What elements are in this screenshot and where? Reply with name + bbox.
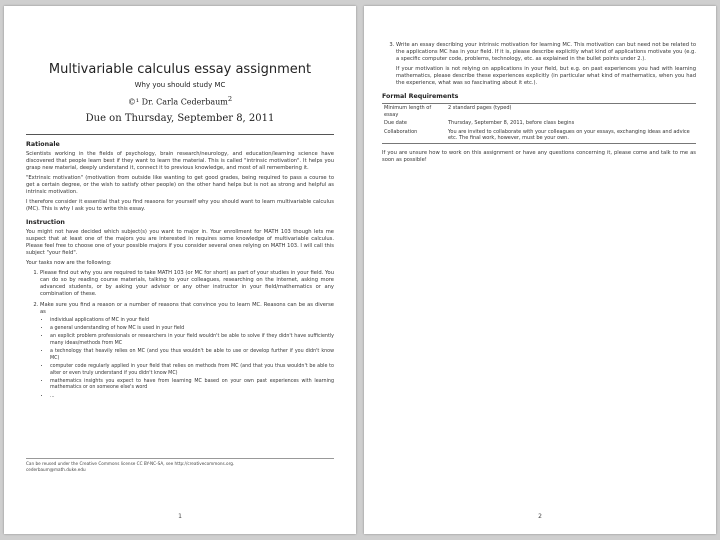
table-row xyxy=(382,104,696,120)
document-subtitle: Why you should study MC xyxy=(134,81,226,89)
task-step-2-text: Make sure you find a reason or a number of reasons that convince you to learn MC. Reasons can be as diverse as xyxy=(40,301,334,315)
author-line: ©¹ Dr. Carla Cederbaum$^2$ xyxy=(127,95,233,107)
page-2 xyxy=(364,6,716,534)
section-heading-instruction: Instruction xyxy=(26,218,65,226)
task-step-3-more: If your motivation is not relying on applications in your field, but e.g. on past experiences you had with learning mathematics, please describe these experiences explicitly (in particular what kind of mathematics, when you had the experience, what was so fascinating about it etc.). xyxy=(396,66,696,86)
bullet-item: • ... xyxy=(50,394,334,400)
rationale-paragraph-2: "Extrinsic motivation" (motivation from outside like wanting to get good grades, being required to pass a course to get a certain degree, or the wish to satisfy other people) on the other hand helps but is not as strong and helpful as intrinsic motivation. xyxy=(26,174,334,195)
due-date-heading: Due on Thursday, September 8, 2011 xyxy=(85,112,275,124)
table-cell-key: Collaboration xyxy=(384,128,418,135)
task-step-1: 1. Please find out why you are required to take MATH 103 (or MC for short) as part of your studies in your field. You can do so by reading course materials, talking to your colleagues, researching on the internet, asking more advanced students, or by asking your advisor or any other instructor in your field/mathematics or any combination of these. xyxy=(40,270,334,298)
rationale-paragraph-3: I therefore consider it essential that you find reasons for yourself why you should want to learn multivariable calculus (MC). This is why I ask you to write this essay. xyxy=(26,198,334,212)
author-name: Dr. Carla Cederbaum xyxy=(141,97,228,107)
reason-bullets xyxy=(40,318,334,400)
closing-paragraph: If you are unsure how to work on this assignment or have any questions concerning it, please come and talk to me as soon as possible! xyxy=(382,149,696,163)
task-step-3-text: Write an essay describing your intrinsic motivation for learning MC. This motivation can but need not be related to the applications MC has in your field. If it is, please describe explicitly what kind of applications motivate you (e.g. a specific computer code, problems, technology, etc. as explained in the bullet points under 2.). xyxy=(396,42,696,62)
footnote-1: Can be reused under the Creative Commons license CC BY-NC-SA, see http://creativecommons.org. xyxy=(26,461,235,466)
bullet-item: • an explicit problem professionals or researchers in your field wouldn't be able to solve if they didn't have sufficiently many ideas/methods from MC xyxy=(50,334,334,347)
table-cell-value: You are invited to collaborate with your colleagues on your essays, exchanging ideas and advice etc. The final work, however, must be your own. xyxy=(448,128,690,141)
section-heading-format: Formal Requirements xyxy=(382,93,459,100)
task-list-continued xyxy=(382,42,696,87)
table-cell-value: Thursday, September 8, 2011, before class begins xyxy=(448,120,575,126)
table-cell-key: Minimum length of essay xyxy=(384,105,432,118)
task-step-2 xyxy=(40,302,334,400)
table-cell-value: 2 standard pages (typed) xyxy=(448,105,512,111)
document-title: Multivariable calculus essay assignment xyxy=(48,62,312,77)
bullet-item: • a general understanding of how MC is used in your field xyxy=(50,326,334,332)
page-number: 1 xyxy=(178,513,182,520)
task-list xyxy=(26,270,334,400)
license-icon: ©¹ xyxy=(127,97,140,107)
tasks-intro: Your tasks now are the following: xyxy=(26,259,112,266)
requirements-table xyxy=(382,103,696,144)
footnote-2: cederbaum@math.duke.edu xyxy=(26,466,86,472)
instruction-paragraph: You might not have decided which subject(s) you want to major in. Your enrollment for MATH 103 though lets me suspect that at least one of the majors you are interested in requires some knowledge of multivariable calculus. Please feel free to choose one of your possible majors if you consider several ones relying on MATH 103. I will call this subject "your field". xyxy=(26,228,334,256)
divider xyxy=(26,134,334,135)
table-row xyxy=(382,119,696,128)
bullet-item: • computer code regularly applied in your field that relies on methods from MC (and that you thus wouldn't be able to alter or even truly understand if you didn't know MC) xyxy=(50,364,334,377)
table-cell-key: Due date xyxy=(384,120,407,126)
bullet-item: • individual applications of MC in your field xyxy=(50,318,334,324)
bullet-item: • mathematics insights you expect to have from learning MC based on your own past experiences with learning mathematics or on someone else's word xyxy=(50,379,334,392)
rationale-paragraph-1: Scientists working in the fields of psychology, brain research/neurology, and education/learning science have discovered that people learn best if they want to learn the material. This is called "intrinsic motivation". It helps you grasp new material, deeply understand it, connect it to previous knowledge, and most of all remembering it. xyxy=(26,150,334,171)
table-row xyxy=(382,128,696,144)
page-1 xyxy=(4,6,356,534)
section-heading-rationale: Rationale xyxy=(26,140,60,148)
bullet-item: • a technology that heavily relies on MC (and you thus wouldn't be able to use or develop further if you didn't know MC) xyxy=(50,349,334,362)
task-step-3 xyxy=(396,42,696,87)
footnotes xyxy=(26,458,334,472)
page-number: 2 xyxy=(538,513,542,520)
